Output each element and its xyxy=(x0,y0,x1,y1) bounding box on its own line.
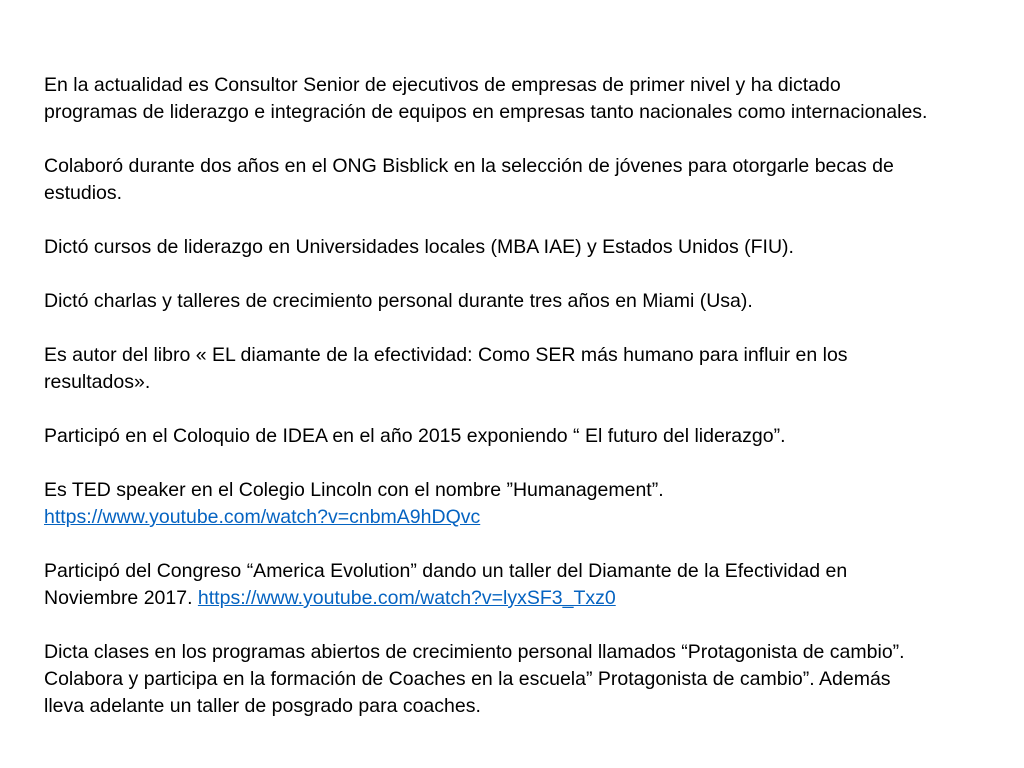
paragraph-ong-collaboration xyxy=(44,153,1004,207)
text-line: En la actualidad es Consultor Senior de ejecutivos de empresas de primer nivel y ha dictado xyxy=(44,74,841,96)
congress-video-link[interactable]: https://www.youtube.com/watch?v=lyxSF3_Txz0 xyxy=(197,587,616,609)
paragraph-ted-speaker xyxy=(44,477,1004,531)
slide-body xyxy=(44,72,1004,720)
text-line xyxy=(44,585,1004,612)
text-line: lleva adelante un taller de posgrado para coaches. xyxy=(44,695,481,717)
ted-video-link[interactable]: https://www.youtube.com/watch?v=cnbmA9hDQvc xyxy=(44,506,481,528)
paragraph-classes xyxy=(44,639,1004,720)
paragraph-miami-talks xyxy=(44,288,1004,315)
text-line: Participó del Congreso “America Evolution” dando un taller del Diamante de la Efectividad en xyxy=(44,560,848,582)
text-fragment: Noviembre 2017. xyxy=(44,587,198,609)
text-line: Colabora y participa en la formación de Coaches en la escuela” Protagonista de cambio”. Además xyxy=(44,668,891,690)
paragraph-congress xyxy=(44,558,1004,612)
text-line: resultados». xyxy=(44,371,151,393)
text-line: Dictó cursos de liderazgo en Universidades locales (MBA IAE) y Estados Unidos (FIU). xyxy=(44,236,794,258)
paragraph-idea-colloquium xyxy=(44,423,1004,450)
text-line: Dicta clases en los programas abiertos de crecimiento personal llamados “Protagonista de cambio”. xyxy=(44,641,905,663)
text-line: Es TED speaker en el Colegio Lincoln con el nombre ”Humanagement”. xyxy=(44,479,664,501)
text-line: programas de liderazgo e integración de equipos en empresas tanto nacionales como internacionales. xyxy=(44,101,928,123)
paragraph-book-author xyxy=(44,342,1004,396)
paragraph-current-role xyxy=(44,72,1004,126)
text-line: estudios. xyxy=(44,182,123,204)
text-line: Dictó charlas y talleres de crecimiento personal durante tres años en Miami (Usa). xyxy=(44,290,753,312)
paragraph-university-courses xyxy=(44,234,1004,261)
text-line: Participó en el Coloquio de IDEA en el año 2015 exponiendo “ El futuro del liderazgo”. xyxy=(44,425,786,447)
text-line: Es autor del libro « EL diamante de la efectividad: Como SER más humano para influir en los xyxy=(44,344,848,366)
text-line: Colaboró durante dos años en el ONG Bisblick en la selección de jóvenes para otorgarle becas de xyxy=(44,155,894,177)
text-line xyxy=(44,504,1004,531)
